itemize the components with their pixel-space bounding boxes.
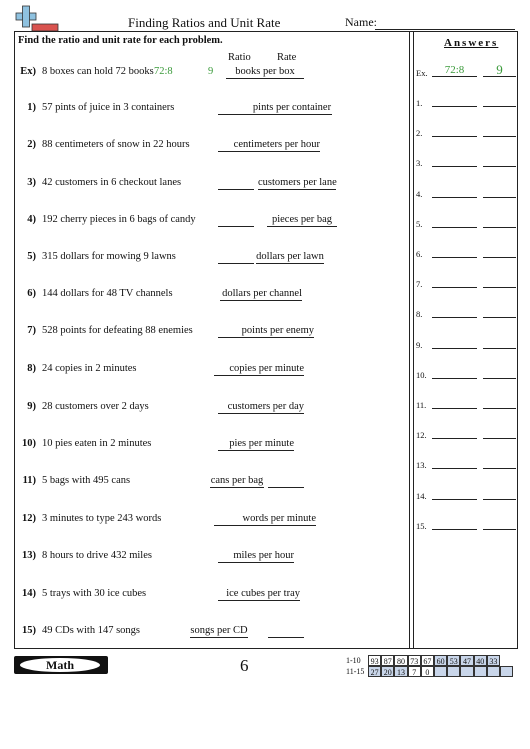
bottom-rule [14,648,518,649]
unit-num: centimeters [233,139,283,150]
score-cell: 87 [381,655,394,666]
rate-units-blank[interactable] [218,588,300,601]
answer-number: 14. [416,490,427,501]
frame-left [14,31,15,648]
answer-ratio-field[interactable] [432,257,477,258]
unit-den: minute [264,438,294,449]
question-number: 13) [22,550,36,561]
question-number: 14) [22,588,36,599]
rate-units-blank[interactable] [210,475,264,488]
unit-num: copies [229,363,257,374]
unit-per: per [284,139,299,150]
rate-units-blank[interactable] [218,438,294,451]
answer-number: 4. [416,188,423,199]
answer-ratio-field[interactable] [432,136,477,137]
answer-number: 2. [416,128,423,139]
unit-per: per [248,438,263,449]
unit-num: customers [258,177,301,188]
worksheet-title: Finding Ratios and Unit Rate [128,15,281,30]
unit-per: per [258,363,273,374]
subject-label: Math [20,658,100,672]
answer-column-divider-inner [413,31,414,648]
score-cell: 80 [394,655,407,666]
score-cell: 27 [368,666,381,677]
answer-rate-field[interactable] [483,287,516,288]
question-text: 49 CDs with 147 songs [42,625,141,636]
unit-den: CD [233,625,248,636]
rate-units-blank[interactable] [218,325,314,338]
score-cell [474,666,487,677]
question-text: 144 dollars for 48 TV channels [42,288,173,299]
rate-column-header: Rate [277,52,297,63]
question-number: 12) [22,513,36,524]
ratio-blank[interactable] [218,214,254,227]
answer-rate-field[interactable] [483,166,516,167]
top-rule [14,31,518,32]
score-cell: 53 [447,655,460,666]
unit-den: bag [316,214,333,225]
rate-units-blank[interactable] [218,401,304,414]
answer-number: 10. [416,369,427,380]
name-label: Name: [345,15,377,29]
answer-ratio-field[interactable] [432,287,477,288]
score-cell: 33 [487,655,500,666]
answer-ratio-field[interactable] [432,317,477,318]
unit-den: hour [300,139,320,150]
rate-units-blank[interactable] [214,513,316,526]
unit-num: books [235,66,261,77]
answer-number: 7. [416,279,423,290]
unit-num: dollars [256,251,285,262]
question-number: 3) [27,177,36,188]
question-number: 1) [27,102,36,113]
answer-ratio-field[interactable] [432,106,477,107]
question-text: 5 bags with 495 cans [42,475,131,486]
answer-number: 1. [416,98,423,108]
question-text: 3 minutes to type 243 words [42,513,162,524]
unit-den: day [288,401,304,412]
rate-units-blank[interactable] [256,251,324,264]
answer-rate-field[interactable] [483,106,516,107]
score-cell: 60 [434,655,447,666]
example-rate: 9 [208,66,214,77]
answer-ratio-field[interactable] [432,197,477,198]
page-number: 6 [240,656,249,675]
question-number: 5) [27,251,36,262]
unit-per: per [253,288,267,299]
unit-per: per [269,325,284,336]
unit-den: box [279,66,295,77]
answer-example-ratio: 72:8 [444,64,465,76]
answer-number: 11. [416,400,427,410]
answer-rate-field[interactable] [483,408,516,409]
answer-ratio-field[interactable] [432,378,477,379]
unit-per: per [272,401,287,412]
answer-number: 15. [416,520,427,531]
answer-rate-field[interactable] [483,438,516,439]
score-cell: 40 [474,655,487,666]
answer-rate-field[interactable] [483,348,516,349]
unit-per: per [258,550,273,561]
score-cell [487,666,500,677]
answer-rate-field[interactable] [483,468,516,469]
unit-per: per [287,251,301,262]
rate-units-blank[interactable] [258,177,336,190]
answer-column-divider [409,31,410,648]
answer-rate-field[interactable] [483,257,516,258]
unit-den: bag [248,475,264,486]
score-cell: 13 [394,666,407,677]
answer-ratio-field[interactable] [432,348,477,349]
unit-per: per [216,625,231,636]
question-text: 57 pints of juice in 3 containers [42,102,175,113]
answer-rate-field[interactable] [483,227,516,228]
question-number: 7) [27,325,36,336]
answer-line-ratio [432,76,477,77]
question-text: 528 points for defeating 88 enemies [42,325,193,336]
unit-num: miles [233,550,257,561]
name-field[interactable] [375,29,515,30]
answer-number: 13. [416,460,427,471]
instructions: Find the ratio and unit rate for each problem. [18,35,223,46]
rate-units-blank[interactable] [267,214,337,227]
score-cell: 67 [421,655,434,666]
answer-rate-field[interactable] [483,317,516,318]
unit-num: pints [252,102,274,113]
rate-units-blank[interactable] [218,550,294,563]
answer-example-rate: 9 [496,62,503,77]
unit-per: per [267,588,282,599]
ratio-blank[interactable] [218,102,253,115]
unit-num: songs [190,625,215,636]
question-number: 2) [27,139,36,150]
answer-number: 3. [416,158,423,169]
worksheet-logo [14,4,60,32]
unit-den: tray [283,588,300,599]
score-cell [434,666,447,677]
question-text: 5 trays with 30 ice cubes [42,588,147,599]
answer-rate-field[interactable] [483,197,516,198]
example-ratio: 72:8 [154,66,173,77]
example-text: 8 boxes can hold 72 books [42,66,154,77]
score-cell: 93 [368,655,381,666]
unit-den: container [292,102,332,113]
ratio-blank[interactable] [218,251,254,264]
score-cell: 7 [408,666,421,677]
rate-units-blank[interactable] [218,139,320,152]
unit-den: channel [269,288,302,299]
score-cell: 20 [381,666,394,677]
question-text: 8 hours to drive 432 miles [42,550,152,561]
unit-per: per [262,66,277,77]
answer-ratio-field[interactable] [432,166,477,167]
score-cell: 73 [408,655,421,666]
ratio-blank[interactable] [268,475,304,488]
answer-number: 12. [416,430,427,441]
question-text: 42 customers in 6 checkout lanes [42,177,182,188]
answer-example-label: Ex. [416,68,428,78]
answer-rate-field[interactable] [483,499,516,500]
answer-ratio-field[interactable] [432,408,477,409]
score-cell: 0 [421,666,434,677]
score-cell [500,666,513,677]
unit-num: points [241,325,268,336]
answer-line-rate [483,76,516,77]
answer-ratio-field[interactable] [432,529,477,530]
unit-num: words [242,513,269,524]
answer-rate-field[interactable] [483,378,516,379]
unit-num: customers [227,401,271,412]
question-number: 15) [22,625,36,636]
question-text: 315 dollars for mowing 9 lawns [42,251,176,262]
unit-num: dollars [222,288,251,299]
answer-ratio-field[interactable] [432,499,477,500]
answer-ratio-field[interactable] [432,468,477,469]
score-cell: 47 [460,655,473,666]
unit-num: pies [229,438,247,449]
answer-ratio-field[interactable] [432,227,477,228]
unit-per: per [270,513,285,524]
answer-number: 9. [416,339,423,350]
answer-number: 5. [416,218,423,229]
rate-units-blank[interactable] [252,102,332,115]
answer-ratio-field[interactable] [432,438,477,439]
unit-per: per [275,102,290,113]
unit-per: per [303,177,317,188]
answer-number: 8. [416,309,423,320]
answer-rate-field[interactable] [483,136,516,137]
score-row-label: 11-15 [346,667,365,676]
score-cell [460,666,473,677]
rate-units-blank[interactable] [190,625,248,638]
ratio-blank[interactable] [218,177,254,190]
unit-num: pieces [271,214,299,225]
score-row-label: 1-10 [346,656,361,665]
unit-per: per [232,475,246,486]
question-number: 4) [27,214,36,225]
question-text: 88 centimeters of snow in 22 hours [42,139,190,150]
unit-per: per [300,214,315,225]
example-rate-units [226,66,304,79]
unit-den: minute [274,363,304,374]
example-label: Ex) [20,66,36,77]
unit-num: cans [210,475,230,486]
question-number: 8) [27,363,36,374]
question-number: 10) [22,438,36,449]
answer-rate-field[interactable] [483,529,516,530]
rate-units-blank[interactable] [214,363,304,376]
question-text: 28 customers over 2 days [42,401,149,412]
question-text: 192 cherry pieces in 6 bags of candy [42,214,196,225]
unit-den: minute [286,513,316,524]
frame-right [517,31,518,648]
unit-den: lawn [303,251,324,262]
rate-units-blank[interactable] [220,288,302,301]
unit-den: hour [274,550,294,561]
question-number: 9) [27,401,36,412]
unit-den: enemy [286,325,314,336]
answer-number: 6. [416,249,423,259]
question-text: 24 copies in 2 minutes [42,363,137,374]
ratio-column-header: Ratio [228,52,251,63]
ratio-blank[interactable] [268,625,304,638]
answers-title: Answers [444,37,499,49]
unit-num: ice cubes [226,588,265,599]
question-number: 11) [22,475,36,486]
score-cell [447,666,460,677]
unit-den: lane [319,177,337,188]
question-text: 10 pies eaten in 2 minutes [42,438,152,449]
question-number: 6) [27,288,36,299]
